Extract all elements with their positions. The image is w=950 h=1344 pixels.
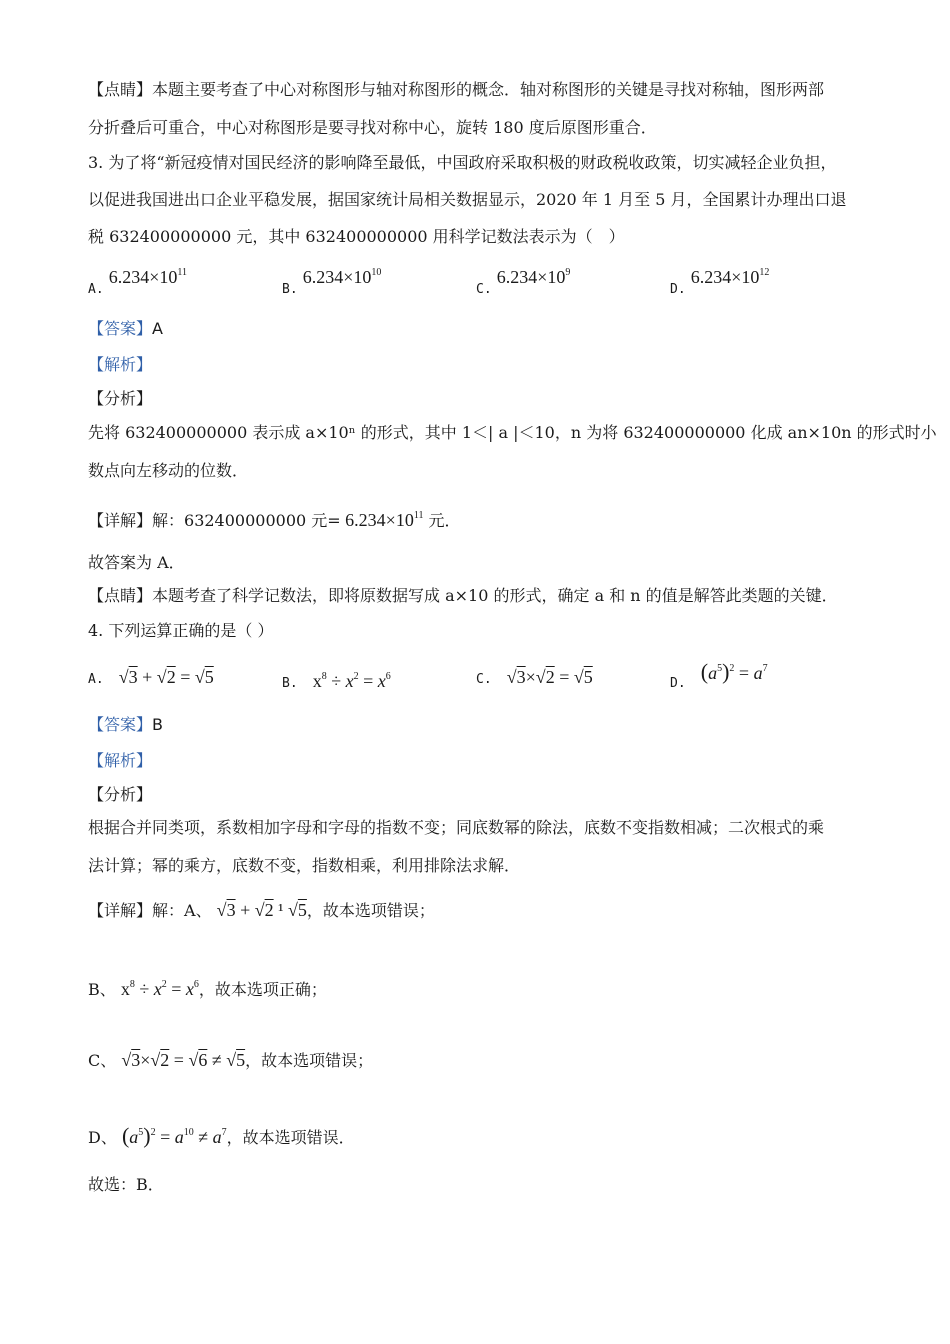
q4-stem: 4. 下列运算正确的是（ ） [88,621,274,640]
q3-stem-line3: 税 632400000000 元，其中 632400000000 用科学记数法表示为（ ） [88,227,625,246]
q3-option-d [670,262,770,297]
option-expr: $x^8 \div x^2 = x^6$ [312,671,391,691]
tip-text: 本题主要考查了中心对称图形与轴对称图形的概念．轴对称图形的关键是寻找对称轴，图形两部 [152,80,825,99]
q3-stem-line1: 3. 为了将“新冠疫情对国民经济的影响降至最低，中国政府采取积极的财政税收政策，切实减轻企业负担， [88,153,837,172]
option-letter: B. [282,282,298,297]
option-expr: $6.234\times 10^{11}$ [108,267,188,287]
option-letter: B. [282,676,298,691]
q4-option-c [476,666,593,691]
q4-detail-b: B、 $x^8 \div x^2 = x^6$，故本选项正确； [88,979,327,999]
q4-detail-a: 【详解】解：A、 √3 + √2 ¹ √5，故本选项错误； [88,900,435,920]
answer-value: B [152,715,163,734]
tip-text: 本题考查了科学记数法，即将原数据写成 a×10 的形式，确定 a 和 n 的值是解答此类题的关键． [152,586,838,605]
q3-stem-line2: 以促进我国进出口企业平稳发展，据国家统计局相关数据显示，2020 年 1 月至 5 月，全国累计办理出口退 [88,190,847,209]
q2-tip-line2: 分折叠后可重合，中心对称图形是要寻找对称中心，旋转 180 度后原图形重合． [88,118,657,137]
detail-expr: $6.234\times 10^{11}$ [340,510,424,530]
detail-tag: 【详解】 [88,511,153,530]
answer-tag: 【答案】 [88,319,153,338]
q4-fenxi-tag: 【分析】 [88,785,153,804]
tip-tag: 【点睛】 [88,586,153,605]
q3-fenxi-line2: 数点向左移动的位数． [88,461,249,480]
q4-option-d [670,658,768,691]
option-letter: C. [476,282,492,297]
option-letter: A. [88,282,104,297]
q3-fenxi-tag: 【分析】 [88,389,153,408]
q4-detail-c: C、 √3×√2 = √6 ≠ √5，故本选项错误； [88,1050,374,1070]
q4-fenxi-line2: 法计算；幂的乘方，底数不变，指数相乘，利用排除法求解． [88,856,521,875]
option-expr: √3 + √2 = √5 [118,667,214,687]
option-expr: $6.234\times 10^9$ [496,267,571,287]
detail-unit: 元． [423,511,461,530]
q3-option-c [476,262,571,297]
detail-expr: √3×√2 = √6 ≠ √5 [121,1050,246,1070]
q4-option-b [282,666,391,695]
tip-tag: 【点睛】 [88,80,153,99]
detail-tag: 【详解】 [88,901,153,920]
q3-tip [88,585,838,607]
detail-expr: $(a^5)^2 = a^{10} \ne a^7$ [121,1123,227,1148]
option-letter: A. [88,672,104,687]
option-expr: $6.234\times 10^{10}$ [302,267,382,287]
q4-fenxi-line1: 根据合并同类项，系数相加字母和字母的指数不变；同底数幂的除法，底数不变指数相减；二次根式的乘 [88,818,825,837]
detail-expr: √3 + √2 ¹ √5 [216,900,307,920]
q4-final: 故选：B． [88,1175,164,1194]
option-letter: D. [670,676,686,691]
q4-jiexi-tag: 【解析】 [88,751,153,770]
option-expr: $6.234\times 10^{12}$ [690,267,770,287]
q3-option-b [282,262,382,297]
q2-tip-line1 [88,79,824,101]
detail-text: 解：632400000000 元= [152,511,341,530]
q3-detail [88,505,461,532]
q3-option-a [88,262,188,297]
option-letter: D. [670,282,686,297]
option-expr: $(a^5)^2 = a^7$ [700,659,768,684]
q3-conclusion: 故答案为 A． [88,553,185,572]
option-expr: √3×√2 = √5 [506,667,593,687]
q4-option-a [88,666,214,691]
q3-jiexi-tag: 【解析】 [88,355,153,374]
q3-answer [88,318,163,340]
q3-fenxi-line1: 先将 632400000000 表示成 a×10ⁿ 的形式，其中 1＜| a |＜10，n 为将 632400000000 化成 an×10n 的形式时小 [88,423,937,442]
answer-value: A [152,319,163,338]
answer-tag: 【答案】 [88,715,153,734]
detail-expr: $x^8 \div x^2 = x^6$ [120,979,199,999]
option-letter: C. [476,672,492,687]
q4-detail-d: D、 $(a^5)^2 = a^{10} \ne a^7$，故本选项错误． [88,1123,355,1148]
q4-answer [88,714,163,736]
